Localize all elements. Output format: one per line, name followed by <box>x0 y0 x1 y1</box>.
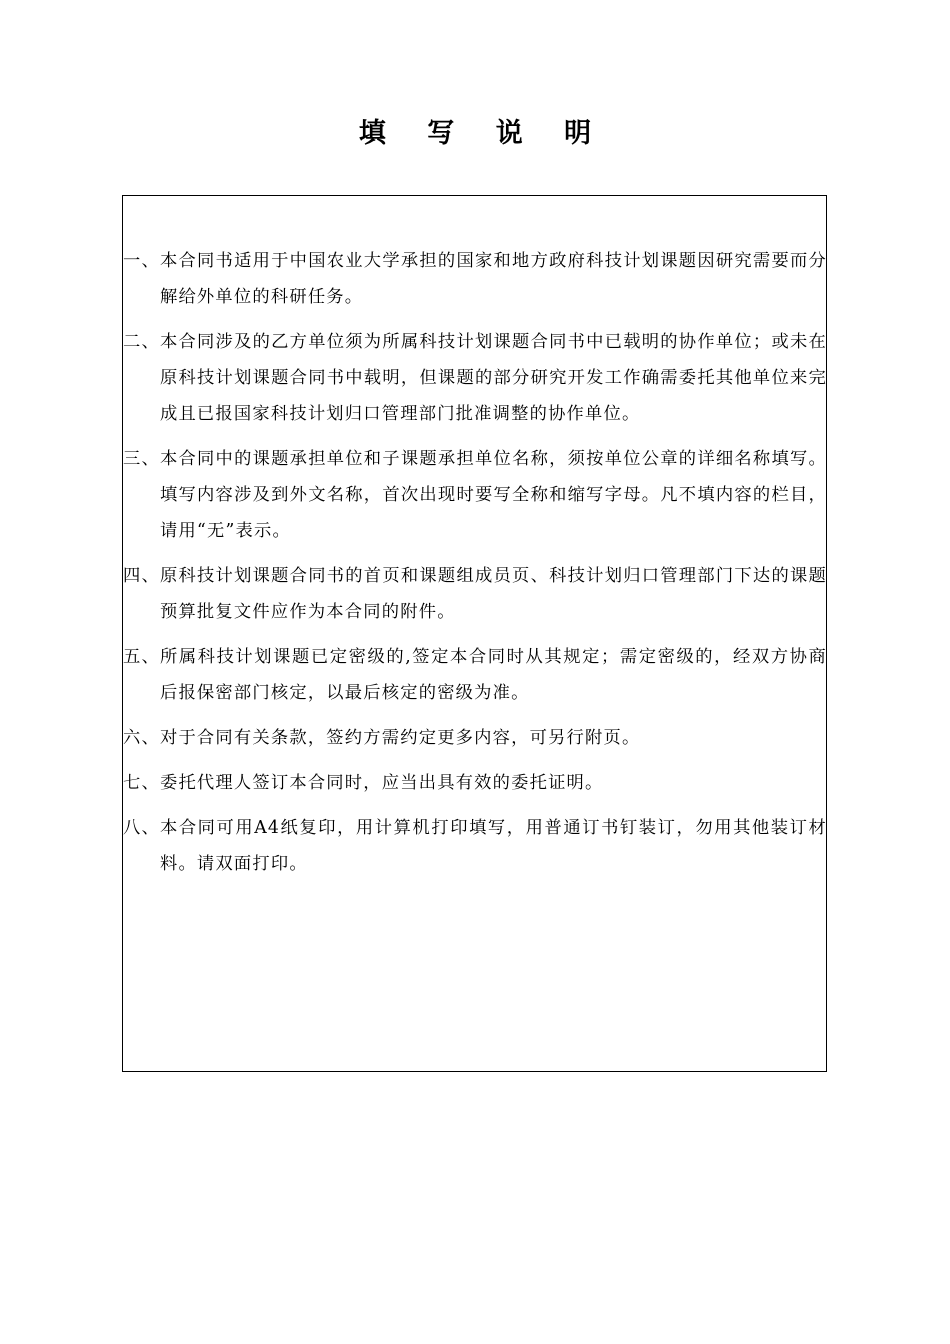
item-text: 原科技计划课题合同书的首页和课题组成员页、科技计划归口管理部门下达的课题预算批复文件应作为本合同的附件。 <box>159 566 827 622</box>
item-number: 二、 <box>123 332 160 352</box>
item-number: 七、 <box>123 773 160 793</box>
item-text: 本合同书适用于中国农业大学承担的国家和地方政府科技计划课题因研究需要而分解给外单位的科研任务。 <box>159 251 827 307</box>
item-text: 对于合同有关条款，签约方需约定更多内容，可另行附页。 <box>159 728 641 748</box>
item-text: 本合同中的课题承担单位和子课题承担单位名称，须按单位公章的详细名称填写。填写内容涉及到外文名称，首次出现时要写全称和缩写字母。凡不填内容的栏目，请用“无”表示。 <box>159 449 827 541</box>
instruction-item-5 <box>123 639 827 711</box>
item-number: 八、 <box>123 818 160 838</box>
item-text: 本合同可用A4纸复印，用计算机打印填写，用普通订书钉装订，勿用其他装订材料。请双面打印。 <box>159 818 827 874</box>
instruction-item-4 <box>123 558 827 630</box>
instruction-item-6 <box>123 720 827 756</box>
instruction-item-2 <box>123 324 827 432</box>
page-title: 填 写 说 明 <box>358 118 608 149</box>
item-text: 本合同涉及的乙方单位须为所属科技计划课题合同书中已载明的协作单位；或未在原科技计划课题合同书中载明，但课题的部分研究开发工作确需委托其他单位来完成且已报国家科技计划归口管理部门批准调整的协作单位。 <box>159 332 827 424</box>
item-text: 委托代理人签订本合同时，应当出具有效的委托证明。 <box>159 773 604 793</box>
item-number: 一、 <box>123 251 160 271</box>
instructions-list <box>123 243 827 891</box>
item-number: 五、 <box>123 647 160 667</box>
item-number: 三、 <box>123 449 160 469</box>
instruction-item-8 <box>123 810 827 882</box>
instruction-item-3 <box>123 441 827 549</box>
item-text: 所属科技计划课题已定密级的,签定本合同时从其规定；需定密级的，经双方协商后报保密部门核定，以最后核定的密级为准。 <box>159 647 827 703</box>
item-number: 四、 <box>123 566 160 586</box>
item-number: 六、 <box>123 728 160 748</box>
instruction-item-1 <box>123 243 827 315</box>
instruction-item-7 <box>123 765 827 801</box>
